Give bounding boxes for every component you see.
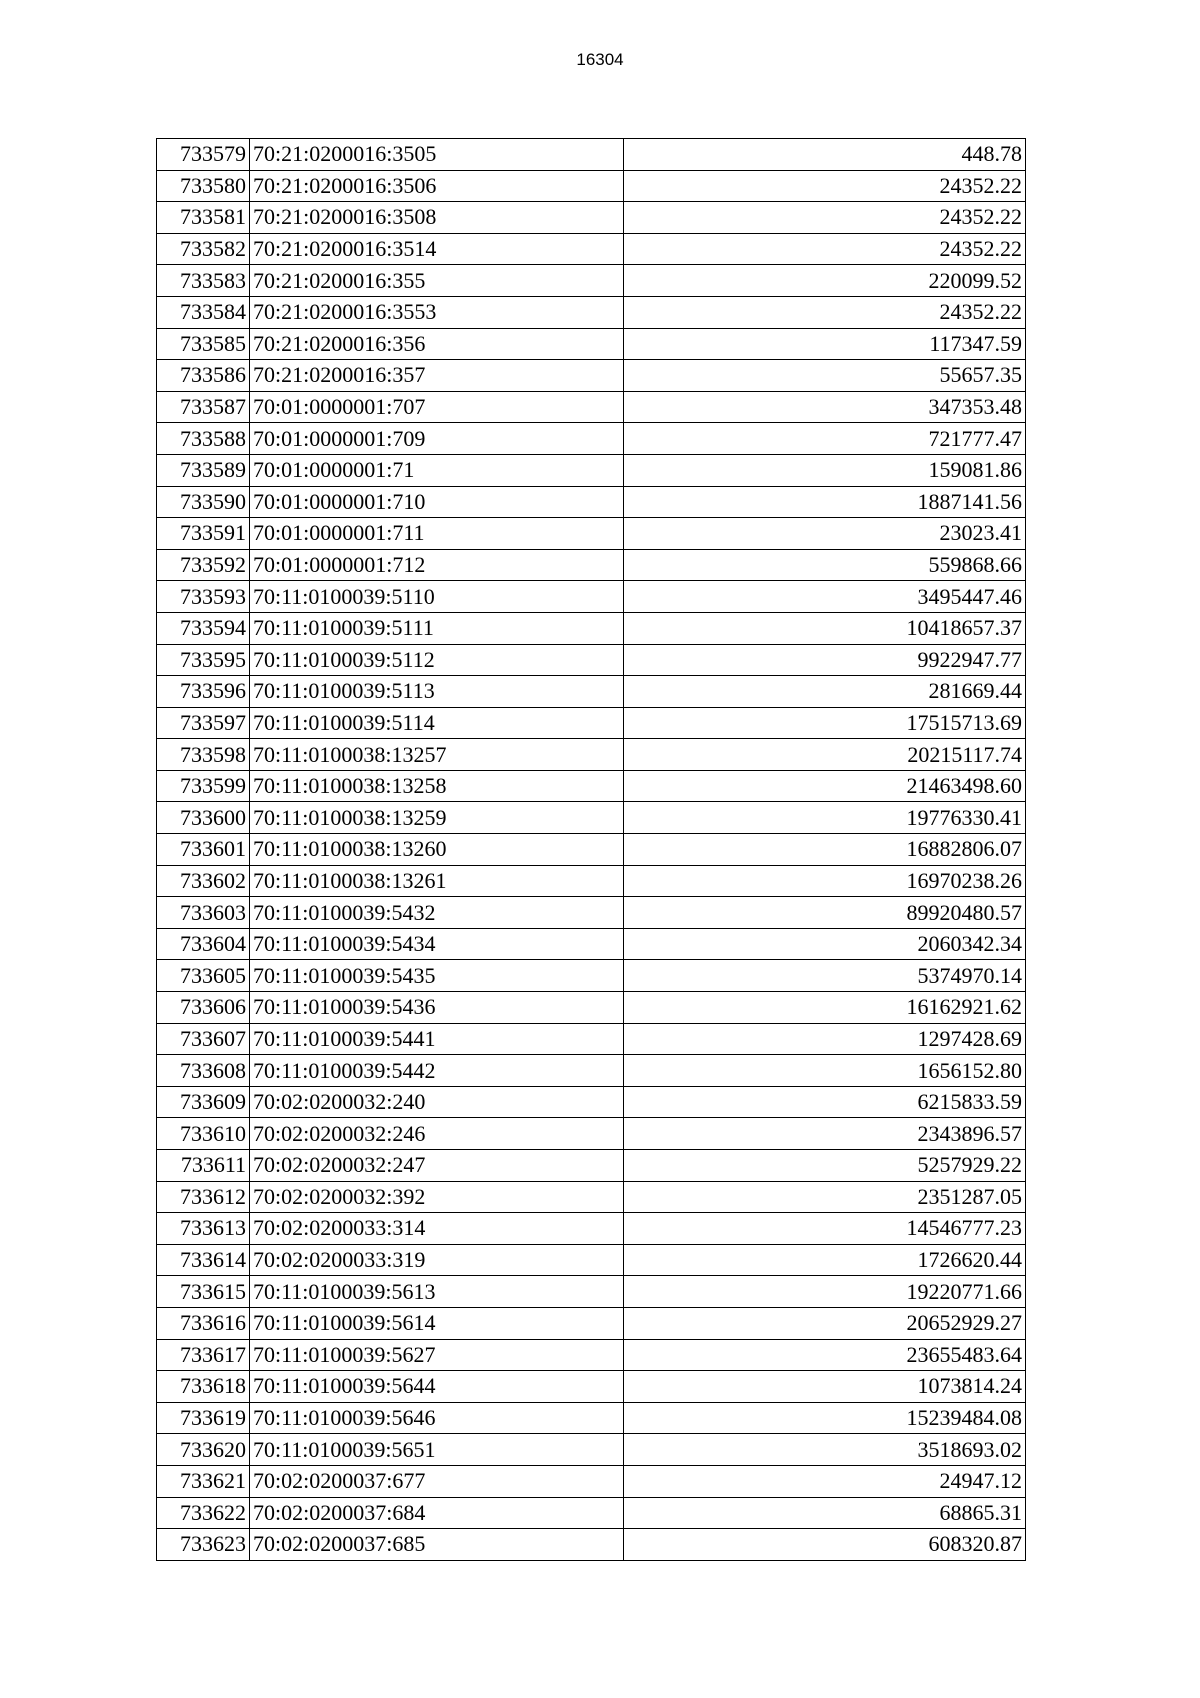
row-number-cell: 733595 bbox=[157, 644, 250, 676]
row-number-cell: 733581 bbox=[157, 202, 250, 234]
table-row bbox=[157, 328, 1026, 360]
cadastral-value-cell: 1297428.69 bbox=[624, 1023, 1026, 1055]
cadastral-value-cell: 159081.86 bbox=[624, 454, 1026, 486]
cadastral-value-cell: 24352.22 bbox=[624, 170, 1026, 202]
cadastral-number-cell: 70:21:0200016:3505 bbox=[250, 139, 624, 171]
cadastral-number-cell: 70:21:0200016:355 bbox=[250, 265, 624, 297]
cadastral-number-cell: 70:11:0100039:5644 bbox=[250, 1371, 624, 1403]
cadastral-value-cell: 20215117.74 bbox=[624, 739, 1026, 771]
cadastral-number-cell: 70:01:0000001:710 bbox=[250, 486, 624, 518]
cadastral-number-cell: 70:02:0200033:314 bbox=[250, 1213, 624, 1245]
cadastral-value-cell: 16970238.26 bbox=[624, 865, 1026, 897]
row-number-cell: 733604 bbox=[157, 928, 250, 960]
cadastral-number-cell: 70:11:0100039:5434 bbox=[250, 928, 624, 960]
table-row bbox=[157, 612, 1026, 644]
row-number-cell: 733591 bbox=[157, 518, 250, 550]
row-number-cell: 733593 bbox=[157, 581, 250, 613]
cadastral-value-cell: 23023.41 bbox=[624, 518, 1026, 550]
cadastral-value-cell: 68865.31 bbox=[624, 1497, 1026, 1529]
row-number-cell: 733613 bbox=[157, 1213, 250, 1245]
cadastral-value-cell: 23655483.64 bbox=[624, 1339, 1026, 1371]
cadastral-value-cell: 16882806.07 bbox=[624, 834, 1026, 866]
cadastral-value-cell: 17515713.69 bbox=[624, 707, 1026, 739]
cadastral-value-cell: 19220771.66 bbox=[624, 1276, 1026, 1308]
cadastral-value-table bbox=[156, 138, 1026, 1561]
table-row bbox=[157, 423, 1026, 455]
row-number-cell: 733615 bbox=[157, 1276, 250, 1308]
table-row bbox=[157, 1118, 1026, 1150]
cadastral-number-cell: 70:02:0200032:240 bbox=[250, 1086, 624, 1118]
cadastral-value-cell: 55657.35 bbox=[624, 360, 1026, 392]
table-row bbox=[157, 296, 1026, 328]
table-row bbox=[157, 1181, 1026, 1213]
row-number-cell: 733597 bbox=[157, 707, 250, 739]
row-number-cell: 733614 bbox=[157, 1244, 250, 1276]
cadastral-number-cell: 70:11:0100039:5442 bbox=[250, 1055, 624, 1087]
table-row bbox=[157, 170, 1026, 202]
cadastral-number-cell: 70:11:0100038:13261 bbox=[250, 865, 624, 897]
cadastral-value-cell: 15239484.08 bbox=[624, 1402, 1026, 1434]
cadastral-number-cell: 70:11:0100039:5627 bbox=[250, 1339, 624, 1371]
table-row bbox=[157, 549, 1026, 581]
row-number-cell: 733580 bbox=[157, 170, 250, 202]
row-number-cell: 733596 bbox=[157, 676, 250, 708]
table-row bbox=[157, 360, 1026, 392]
cadastral-number-cell: 70:11:0100039:5436 bbox=[250, 992, 624, 1024]
cadastral-value-cell: 16162921.62 bbox=[624, 992, 1026, 1024]
table-row bbox=[157, 1529, 1026, 1561]
table-row bbox=[157, 1307, 1026, 1339]
cadastral-value-cell: 24352.22 bbox=[624, 296, 1026, 328]
table-row bbox=[157, 1465, 1026, 1497]
cadastral-value-cell: 3495447.46 bbox=[624, 581, 1026, 613]
table-row bbox=[157, 1339, 1026, 1371]
cadastral-value-cell: 5257929.22 bbox=[624, 1150, 1026, 1182]
cadastral-number-cell: 70:02:0200032:246 bbox=[250, 1118, 624, 1150]
table-row bbox=[157, 1023, 1026, 1055]
cadastral-value-cell: 721777.47 bbox=[624, 423, 1026, 455]
row-number-cell: 733611 bbox=[157, 1150, 250, 1182]
table-row bbox=[157, 770, 1026, 802]
table-row bbox=[157, 233, 1026, 265]
cadastral-number-cell: 70:21:0200016:3508 bbox=[250, 202, 624, 234]
table-row bbox=[157, 1276, 1026, 1308]
cadastral-number-cell: 70:01:0000001:707 bbox=[250, 391, 624, 423]
cadastral-value-cell: 1726620.44 bbox=[624, 1244, 1026, 1276]
cadastral-number-cell: 70:01:0000001:709 bbox=[250, 423, 624, 455]
row-number-cell: 733623 bbox=[157, 1529, 250, 1561]
table-row bbox=[157, 1244, 1026, 1276]
cadastral-value-cell: 6215833.59 bbox=[624, 1086, 1026, 1118]
cadastral-value-cell: 24352.22 bbox=[624, 233, 1026, 265]
table-row bbox=[157, 1213, 1026, 1245]
cadastral-number-cell: 70:11:0100039:5646 bbox=[250, 1402, 624, 1434]
cadastral-number-cell: 70:21:0200016:3514 bbox=[250, 233, 624, 265]
cadastral-number-cell: 70:11:0100039:5112 bbox=[250, 644, 624, 676]
cadastral-value-cell: 347353.48 bbox=[624, 391, 1026, 423]
cadastral-number-cell: 70:11:0100039:5435 bbox=[250, 960, 624, 992]
row-number-cell: 733620 bbox=[157, 1434, 250, 1466]
table-row bbox=[157, 992, 1026, 1024]
row-number-cell: 733592 bbox=[157, 549, 250, 581]
row-number-cell: 733582 bbox=[157, 233, 250, 265]
cadastral-number-cell: 70:11:0100039:5110 bbox=[250, 581, 624, 613]
cadastral-value-cell: 559868.66 bbox=[624, 549, 1026, 581]
row-number-cell: 733607 bbox=[157, 1023, 250, 1055]
table-row bbox=[157, 1497, 1026, 1529]
table-row bbox=[157, 1434, 1026, 1466]
cadastral-value-cell: 1656152.80 bbox=[624, 1055, 1026, 1087]
row-number-cell: 733603 bbox=[157, 897, 250, 929]
table-row bbox=[157, 739, 1026, 771]
row-number-cell: 733590 bbox=[157, 486, 250, 518]
row-number-cell: 733608 bbox=[157, 1055, 250, 1087]
cadastral-number-cell: 70:01:0000001:711 bbox=[250, 518, 624, 550]
table-row bbox=[157, 1371, 1026, 1403]
cadastral-value-cell: 9922947.77 bbox=[624, 644, 1026, 676]
table-row bbox=[157, 202, 1026, 234]
cadastral-number-cell: 70:11:0100039:5111 bbox=[250, 612, 624, 644]
row-number-cell: 733605 bbox=[157, 960, 250, 992]
cadastral-number-cell: 70:21:0200016:356 bbox=[250, 328, 624, 360]
row-number-cell: 733602 bbox=[157, 865, 250, 897]
cadastral-value-cell: 24947.12 bbox=[624, 1465, 1026, 1497]
cadastral-number-cell: 70:11:0100038:13257 bbox=[250, 739, 624, 771]
cadastral-number-cell: 70:11:0100038:13260 bbox=[250, 834, 624, 866]
table-row bbox=[157, 960, 1026, 992]
cadastral-value-cell: 10418657.37 bbox=[624, 612, 1026, 644]
table-row bbox=[157, 928, 1026, 960]
cadastral-value-cell: 3518693.02 bbox=[624, 1434, 1026, 1466]
row-number-cell: 733583 bbox=[157, 265, 250, 297]
table-row bbox=[157, 897, 1026, 929]
table-row bbox=[157, 454, 1026, 486]
cadastral-number-cell: 70:02:0200037:677 bbox=[250, 1465, 624, 1497]
row-number-cell: 733587 bbox=[157, 391, 250, 423]
cadastral-number-cell: 70:11:0100039:5614 bbox=[250, 1307, 624, 1339]
table-row bbox=[157, 1086, 1026, 1118]
row-number-cell: 733618 bbox=[157, 1371, 250, 1403]
row-number-cell: 733599 bbox=[157, 770, 250, 802]
cadastral-value-cell: 20652929.27 bbox=[624, 1307, 1026, 1339]
table-row bbox=[157, 644, 1026, 676]
row-number-cell: 733598 bbox=[157, 739, 250, 771]
cadastral-number-cell: 70:21:0200016:3506 bbox=[250, 170, 624, 202]
table-row bbox=[157, 518, 1026, 550]
row-number-cell: 733621 bbox=[157, 1465, 250, 1497]
cadastral-value-cell: 1073814.24 bbox=[624, 1371, 1026, 1403]
table-row bbox=[157, 265, 1026, 297]
cadastral-value-cell: 14546777.23 bbox=[624, 1213, 1026, 1245]
table-row bbox=[157, 834, 1026, 866]
cadastral-number-cell: 70:01:0000001:712 bbox=[250, 549, 624, 581]
row-number-cell: 733594 bbox=[157, 612, 250, 644]
cadastral-number-cell: 70:02:0200033:319 bbox=[250, 1244, 624, 1276]
row-number-cell: 733616 bbox=[157, 1307, 250, 1339]
table-row bbox=[157, 1055, 1026, 1087]
cadastral-number-cell: 70:11:0100039:5114 bbox=[250, 707, 624, 739]
table-row bbox=[157, 676, 1026, 708]
cadastral-number-cell: 70:11:0100039:5441 bbox=[250, 1023, 624, 1055]
cadastral-value-cell: 220099.52 bbox=[624, 265, 1026, 297]
cadastral-value-cell: 19776330.41 bbox=[624, 802, 1026, 834]
cadastral-value-cell: 2060342.34 bbox=[624, 928, 1026, 960]
cadastral-value-cell: 448.78 bbox=[624, 139, 1026, 171]
cadastral-number-cell: 70:21:0200016:357 bbox=[250, 360, 624, 392]
cadastral-value-cell: 5374970.14 bbox=[624, 960, 1026, 992]
cadastral-number-cell: 70:02:0200037:684 bbox=[250, 1497, 624, 1529]
cadastral-value-cell: 1887141.56 bbox=[624, 486, 1026, 518]
table-row bbox=[157, 802, 1026, 834]
cadastral-value-cell: 89920480.57 bbox=[624, 897, 1026, 929]
cadastral-number-cell: 70:02:0200032:247 bbox=[250, 1150, 624, 1182]
cadastral-number-cell: 70:11:0100039:5613 bbox=[250, 1276, 624, 1308]
cadastral-value-cell: 2343896.57 bbox=[624, 1118, 1026, 1150]
cadastral-number-cell: 70:01:0000001:71 bbox=[250, 454, 624, 486]
cadastral-number-cell: 70:02:0200037:685 bbox=[250, 1529, 624, 1561]
row-number-cell: 733579 bbox=[157, 139, 250, 171]
table-row bbox=[157, 1150, 1026, 1182]
row-number-cell: 733588 bbox=[157, 423, 250, 455]
table-row bbox=[157, 865, 1026, 897]
row-number-cell: 733601 bbox=[157, 834, 250, 866]
page-number: 16304 bbox=[576, 50, 624, 69]
row-number-cell: 733617 bbox=[157, 1339, 250, 1371]
row-number-cell: 733619 bbox=[157, 1402, 250, 1434]
row-number-cell: 733589 bbox=[157, 454, 250, 486]
table-body bbox=[157, 139, 1026, 1561]
table-row bbox=[157, 486, 1026, 518]
row-number-cell: 733610 bbox=[157, 1118, 250, 1150]
row-number-cell: 733586 bbox=[157, 360, 250, 392]
row-number-cell: 733609 bbox=[157, 1086, 250, 1118]
cadastral-value-cell: 117347.59 bbox=[624, 328, 1026, 360]
cadastral-number-cell: 70:21:0200016:3553 bbox=[250, 296, 624, 328]
row-number-cell: 733622 bbox=[157, 1497, 250, 1529]
cadastral-number-cell: 70:02:0200032:392 bbox=[250, 1181, 624, 1213]
row-number-cell: 733584 bbox=[157, 296, 250, 328]
cadastral-number-cell: 70:11:0100039:5432 bbox=[250, 897, 624, 929]
table-row bbox=[157, 139, 1026, 171]
row-number-cell: 733606 bbox=[157, 992, 250, 1024]
cadastral-value-cell: 2351287.05 bbox=[624, 1181, 1026, 1213]
table-row bbox=[157, 581, 1026, 613]
cadastral-number-cell: 70:11:0100039:5651 bbox=[250, 1434, 624, 1466]
cadastral-number-cell: 70:11:0100038:13259 bbox=[250, 802, 624, 834]
cadastral-number-cell: 70:11:0100039:5113 bbox=[250, 676, 624, 708]
cadastral-value-cell: 281669.44 bbox=[624, 676, 1026, 708]
cadastral-value-cell: 24352.22 bbox=[624, 202, 1026, 234]
row-number-cell: 733600 bbox=[157, 802, 250, 834]
row-number-cell: 733585 bbox=[157, 328, 250, 360]
cadastral-value-cell: 608320.87 bbox=[624, 1529, 1026, 1561]
row-number-cell: 733612 bbox=[157, 1181, 250, 1213]
cadastral-number-cell: 70:11:0100038:13258 bbox=[250, 770, 624, 802]
table-row bbox=[157, 707, 1026, 739]
cadastral-value-cell: 21463498.60 bbox=[624, 770, 1026, 802]
table-row bbox=[157, 391, 1026, 423]
table-row bbox=[157, 1402, 1026, 1434]
